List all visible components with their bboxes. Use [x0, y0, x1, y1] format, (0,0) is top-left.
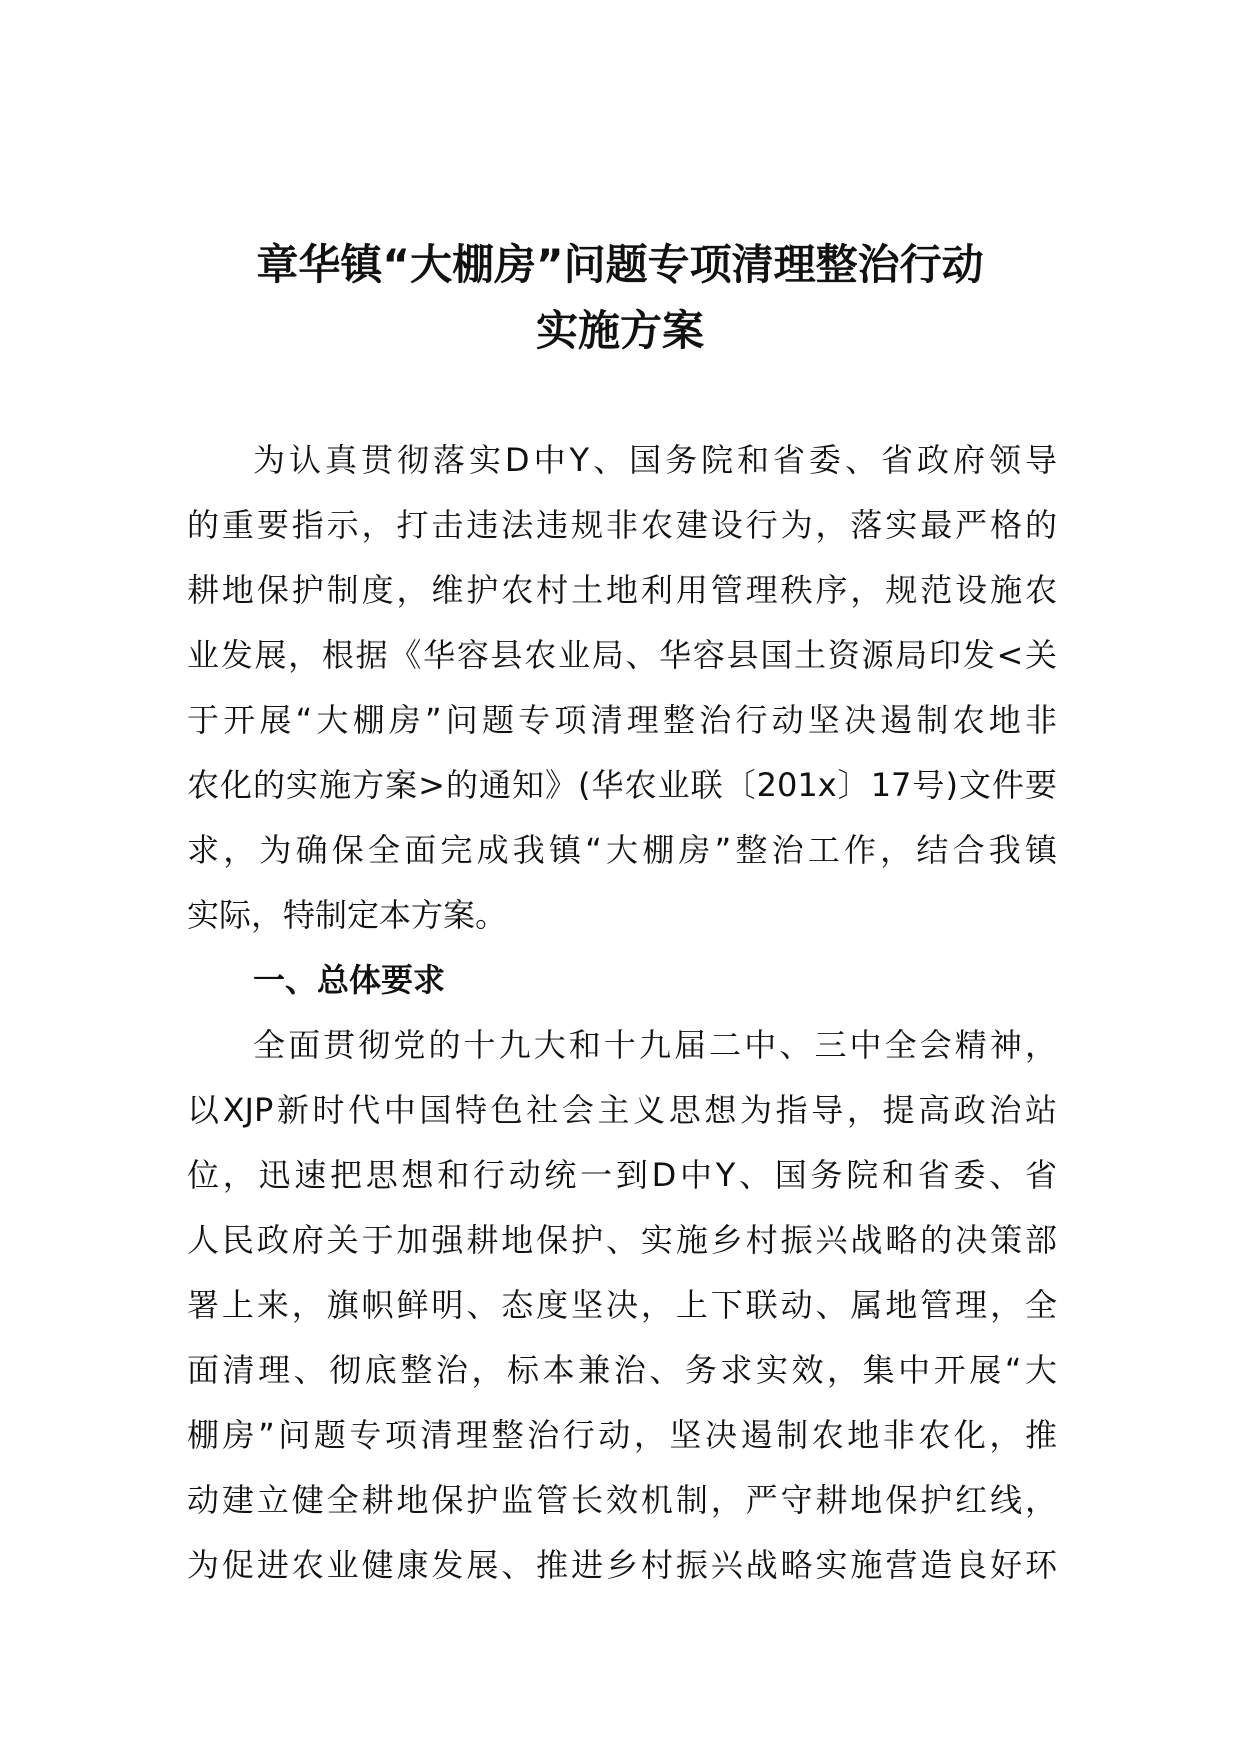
title-line-1: 章华镇“大棚房”问题专项清理整治行动 — [256, 240, 984, 289]
paragraph-line: 位，迅速把思想和行动统一到D中Y、国务院和省委、省 — [187, 1156, 1057, 1194]
paragraph-line: 求，为确保全面完成我镇“大棚房”整治工作，结合我镇 — [187, 831, 1057, 869]
paragraph-line: 署上来，旗帜鲜明、态度坚决，上下联动、属地管理，全 — [187, 1286, 1057, 1324]
paragraph-line: 全面贯彻党的十九大和十九届二中、三中全会精神， — [253, 1026, 1057, 1064]
paragraph-line: 于开展“大棚房”问题专项清理整治行动坚决遏制农地非 — [187, 701, 1057, 739]
section-heading-general-requirements: 一、总体要求 — [253, 961, 446, 999]
paragraph-line: 以XJP新时代中国特色社会主义思想为指导，提高政治站 — [187, 1091, 1057, 1129]
paragraph-line: 的重要指示，打击违法违规非农建设行为，落实最严格的 — [187, 506, 1057, 544]
paragraph-intro — [187, 428, 1057, 948]
paragraph-line: 业发展，根据《华容县农业局、华容县国土资源局印发<关 — [187, 636, 1057, 674]
document-body — [187, 428, 1057, 1598]
paragraph-line: 为促进农业健康发展、推进乡村振兴战略实施营造良好环 — [187, 1546, 1057, 1584]
paragraph-line: 实际，特制定本方案。 — [187, 896, 508, 934]
document-title — [150, 232, 1090, 364]
paragraph-line: 棚房”问题专项清理整治行动，坚决遏制农地非农化，推 — [187, 1416, 1057, 1454]
paragraph-line: 农化的实施方案>的通知》(华农业联〔201x〕17号)文件要 — [187, 766, 1057, 804]
paragraph-line: 为认真贯彻落实D中Y、国务院和省委、省政府领导 — [253, 441, 1057, 479]
title-line-2: 实施方案 — [535, 306, 704, 355]
paragraph-line: 人民政府关于加强耕地保护、实施乡村振兴战略的决策部 — [187, 1221, 1057, 1259]
paragraph-line: 面清理、彻底整治，标本兼治、务求实效，集中开展“大 — [187, 1351, 1057, 1389]
paragraph-general-requirements — [187, 1013, 1057, 1598]
paragraph-line: 耕地保护制度，维护农村土地利用管理秩序，规范设施农 — [187, 571, 1057, 609]
paragraph-line: 动建立健全耕地保护监管长效机制，严守耕地保护红线， — [187, 1481, 1057, 1519]
